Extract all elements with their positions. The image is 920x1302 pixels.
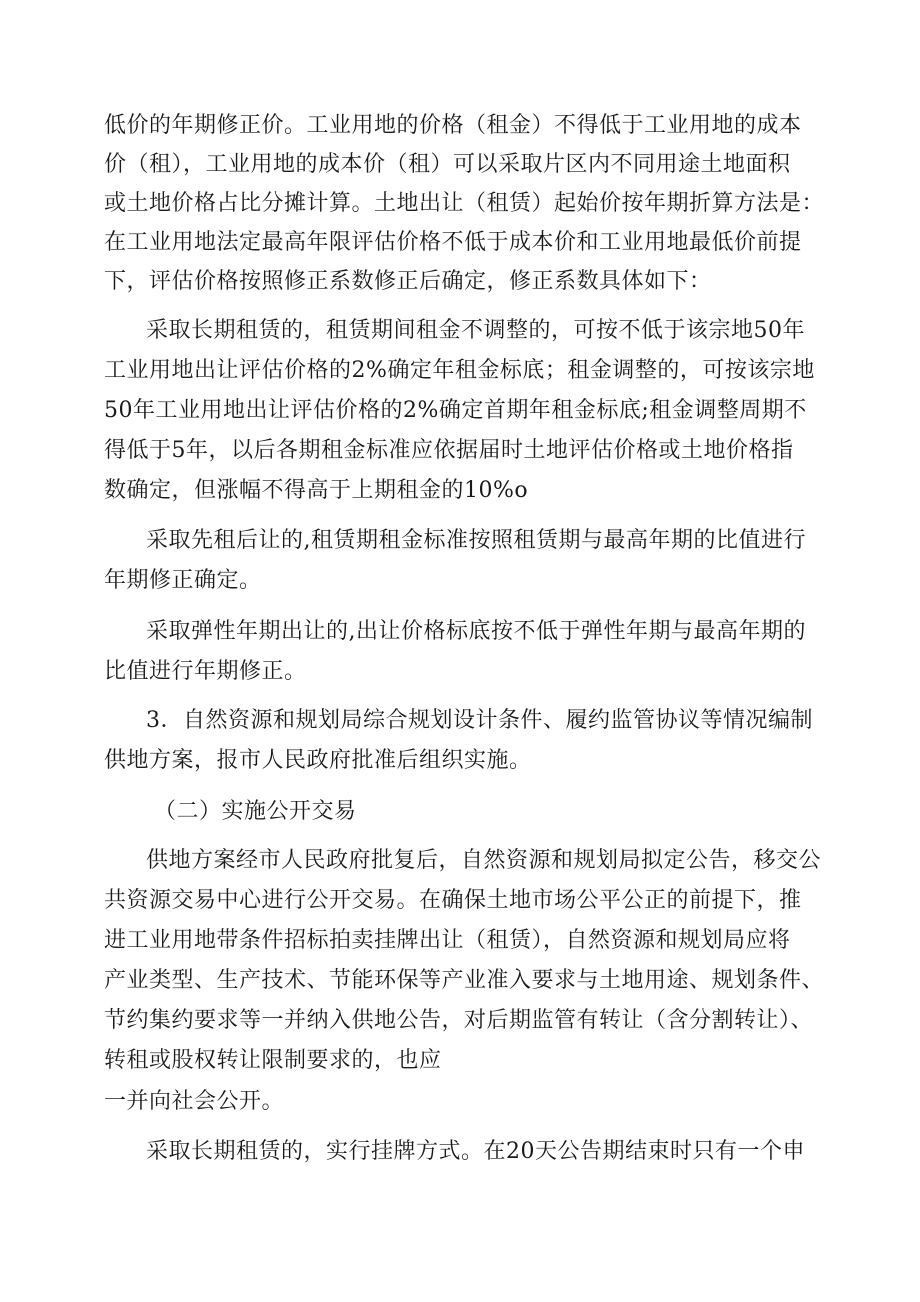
- paragraph-line: 采取先租后让的,租赁期租金标准按照租赁期与最高年期的比值进行: [146, 528, 806, 553]
- paragraph-line: 得低于5年，以后各期租金标准应依据届时土地评估价格或土地价格指: [104, 438, 794, 463]
- paragraph-line: 产业类型、生产技术、节能环保等产业准入要求与土地用途、规划条件、: [104, 968, 825, 993]
- paragraph-line: 供地方案经市人民政府批复后，自然资源和规划局拟定公告，移交公: [146, 848, 822, 873]
- paragraph-line: 转租或股权转让限制要求的，也应: [104, 1048, 442, 1073]
- paragraph-line: 价（租），工业用地的成本价（租）可以采取片区内不同用途土地面积: [104, 152, 791, 177]
- paragraph-line: 年期修正确定。: [104, 568, 262, 593]
- paragraph-line: 进工业用地带条件招标拍卖挂牌出让（租赁），自然资源和规划局应将: [104, 928, 791, 953]
- paragraph-line: 50年工业用地出让评估价格的2%确定首期年租金标底;租金调整周期不: [104, 398, 807, 423]
- paragraph-line: 共资源交易中心进行公开交易。在确保土地市场公平公正的前提下，推: [104, 888, 802, 913]
- paragraph-line: 工业用地出让评估价格的2%确定年租金标底；租金调整的，可按该宗地: [104, 358, 815, 383]
- paragraph-line: 比值进行年期修正。: [104, 659, 307, 684]
- paragraph-line: 低价的年期修正价。工业用地的价格（租金）不得低于工业用地的成本: [104, 113, 802, 138]
- paragraph-line: 3．自然资源和规划局综合规划设计条件、履约监管协议等情况编制: [146, 708, 813, 733]
- paragraph-line: 采取长期租赁的，租赁期间租金不调整的，可按不低于该宗地50年: [146, 318, 805, 343]
- paragraph-line: 采取弹性年期出让的,出让价格标底按不低于弹性年期与最高年期的: [146, 619, 806, 644]
- paragraph-line: 节约集约要求等一并纳入供地公告，对后期监管有转让（含分割转让）、: [104, 1008, 814, 1033]
- section-heading: （二）实施公开交易: [154, 799, 357, 824]
- paragraph-line: 在工业用地法定最高年限评估价格不低于成本价和工业用地最低价前提: [104, 230, 802, 255]
- paragraph-line: 采取长期租赁的，实行挂牌方式。在20天公告期结束时只有一个申: [146, 1139, 805, 1164]
- paragraph-line: 或土地价格占比分摊计算。土地出让（租赁）起始价按年期折算方法是：: [104, 191, 825, 216]
- paragraph-line: 一并向社会公开。: [104, 1089, 285, 1114]
- paragraph-line: 供地方案，报市人民政府批准后组织实施。: [104, 748, 532, 773]
- paragraph-line: 下，评估价格按照修正系数修正后确定，修正系数具体如下：: [104, 269, 712, 294]
- paragraph-line: 数确定，但涨幅不得高于上期租金的10%o: [104, 478, 529, 503]
